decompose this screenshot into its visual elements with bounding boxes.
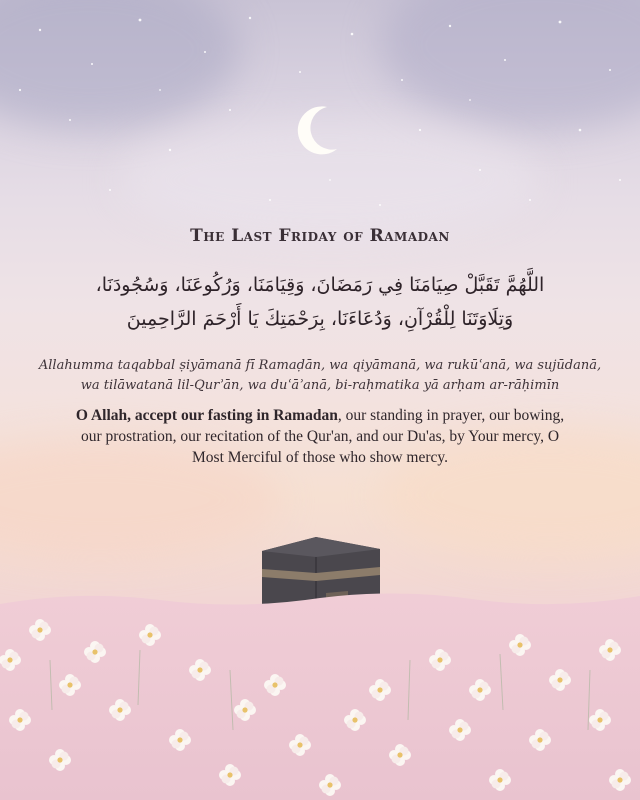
translation-text: , our standing in prayer, our bowing, our prostration, our recitation of the Qur'an, and our Du'as, by Your mercy, O Most Merciful of those who show mercy.	[80, 407, 565, 466]
translation	[70, 405, 570, 468]
transliteration	[0, 356, 640, 396]
transliteration-line: wa tilāwatanā lil-Qurʾān, wa duʿāʾanā, bi-raḥmatika yā arḥam ar-rāḥimīn	[80, 378, 560, 393]
arabic-dua	[0, 268, 640, 336]
translation-emphasis: O Allah, accept our fasting in Ramadan	[75, 407, 338, 424]
arabic-line: وَتِلَاوَتَنَا لِلْقُرْآنِ، وَدُعَاءَنَا، بِرَحْمَتِكَ يَا أَرْحَمَ الرَّاحِمِينَ	[126, 308, 514, 330]
transliteration-line: Allahumma taqabbal ṣiyāmanā fī Ramaḍān, wa qiyāmanā, wa rukūʿanā, wa sujūdanā,	[38, 358, 602, 373]
crescent-moon-icon	[297, 103, 343, 159]
page-title: The Last Friday of Ramadan	[190, 226, 450, 246]
arabic-line: اللَّهُمَّ تَقَبَّلْ صِيَامَنَا فِي رَمَضَانَ، وَقِيَامَنَا، وَرُكُوعَنَا، وَسُجُودَنَا،	[95, 274, 545, 296]
flower-field	[0, 590, 640, 800]
